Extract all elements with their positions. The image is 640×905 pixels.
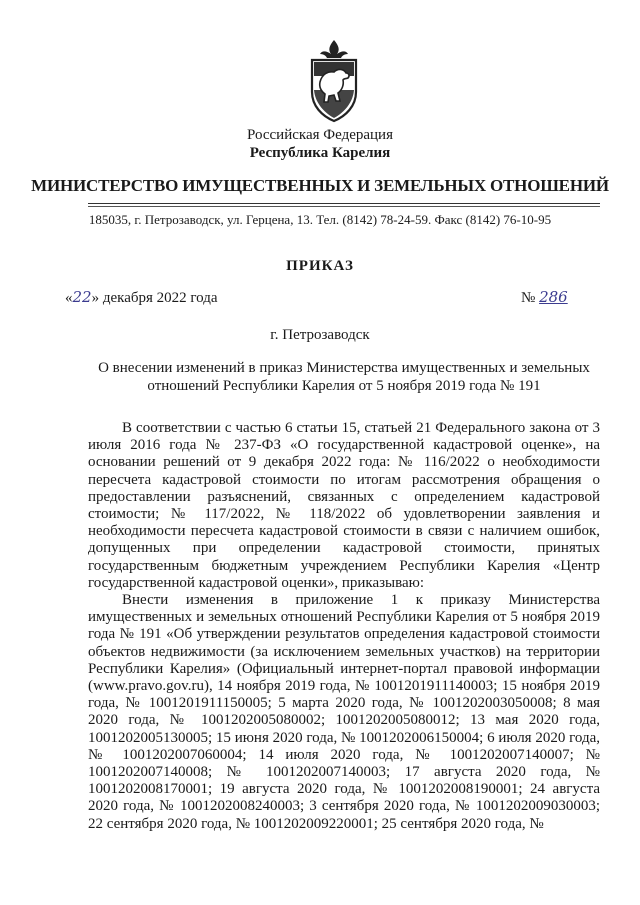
header-divider-thin (88, 206, 600, 207)
order-title-text: О внесении изменений в приказ Министерства имущественных и земельных отношений Республики Карелия от 5 ноября 2019 года № 191 (98, 360, 590, 394)
order-date (65, 288, 218, 307)
ministry-address: 185035, г. Петрозаводск, ул. Герцена, 13. Тел. (8142) 78-24-59. Факс (8142) 76-10-95 (88, 212, 552, 227)
city-line: г. Петрозаводск (270, 327, 370, 343)
document-heading: ПРИКАЗ (286, 258, 354, 274)
republic-line: Республика Карелия (249, 145, 391, 161)
order-number (521, 288, 568, 307)
date-month-year: декабря 2022 года (99, 290, 218, 306)
number-label: № (521, 290, 540, 306)
order-title (88, 359, 600, 395)
date-close-quote: » (91, 290, 100, 306)
number-handwritten: 286 (539, 288, 568, 306)
karelia-coat-of-arms-icon (298, 38, 370, 124)
body-paragraph-2: Внести изменения в приложение 1 к приказу Министерства имущественных и земельных отношений Республики Карелия от 5 ноября 2019 года № 191 «Об утверждении результатов определения кадастровой стоимости объектов недвижимости (за исключением земельных участков) на территории Республики Карелия» (Официальный интернет-портал правовой информации (www.pravo.gov.ru), 14 ноября 2019 года, № 1001201911140003; 15 ноября 2019 года, № 1001201911150005; 5 марта 2020 года, № 1001202003050008; 8 мая 2020 года, № 1001202005080002; 1001202005080012; 13 мая 2020 года, 1001202005130005; 15 июня 2020 года, № 1001202006150004; 6 июля 2020 года, № 1001202007060004; 14 июля 2020 года, № 1001202007140007; № 1001202007140008; № 1001202007140003; 17 августа 2020 года, № 1001202008170001; 19 августа 2020 года, № 1001202008190001; 24 августа 2020 года, № 1001202008240003; 3 сентября 2020 года, № 1001202009030003; 22 сентября 2020 года, № 1001202009220001; 25 сентября 2020 года, № (88, 592, 600, 832)
date-day-handwritten: 22 (72, 288, 92, 306)
body-paragraph-1: В соответствии с частью 6 статьи 15, статьей 21 Федерального закона от 3 июля 2016 года № 237-ФЗ «О государственной кадастровой оценке», на основании решений от 9 декабря 2022 года: № 116/2022 о необходимости пересчета кадастровой стоимости по итогам рассмотрения обращения о предоставлении разъяснений, связанных с определением кадастровой стоимости; № 117/2022, № 118/2022 об удовлетворении заявления и необходимости пересчета кадастровой стоимости в связи с наличием ошибок, допущенных при определении кадастровой стоимости, принятых государственным бюджетным учреждением Республики Карелия «Центр государственной кадастровой оценки», приказываю: (88, 420, 600, 591)
header-divider (88, 203, 600, 204)
ministry-name: МИНИСТЕРСТВО ИМУЩЕСТВЕННЫХ И ЗЕМЕЛЬНЫХ ОТНОШЕНИЙ (31, 176, 609, 195)
country-line: Российская Федерация (247, 127, 393, 143)
date-open-quote: « (65, 290, 73, 306)
document-body (88, 420, 600, 833)
